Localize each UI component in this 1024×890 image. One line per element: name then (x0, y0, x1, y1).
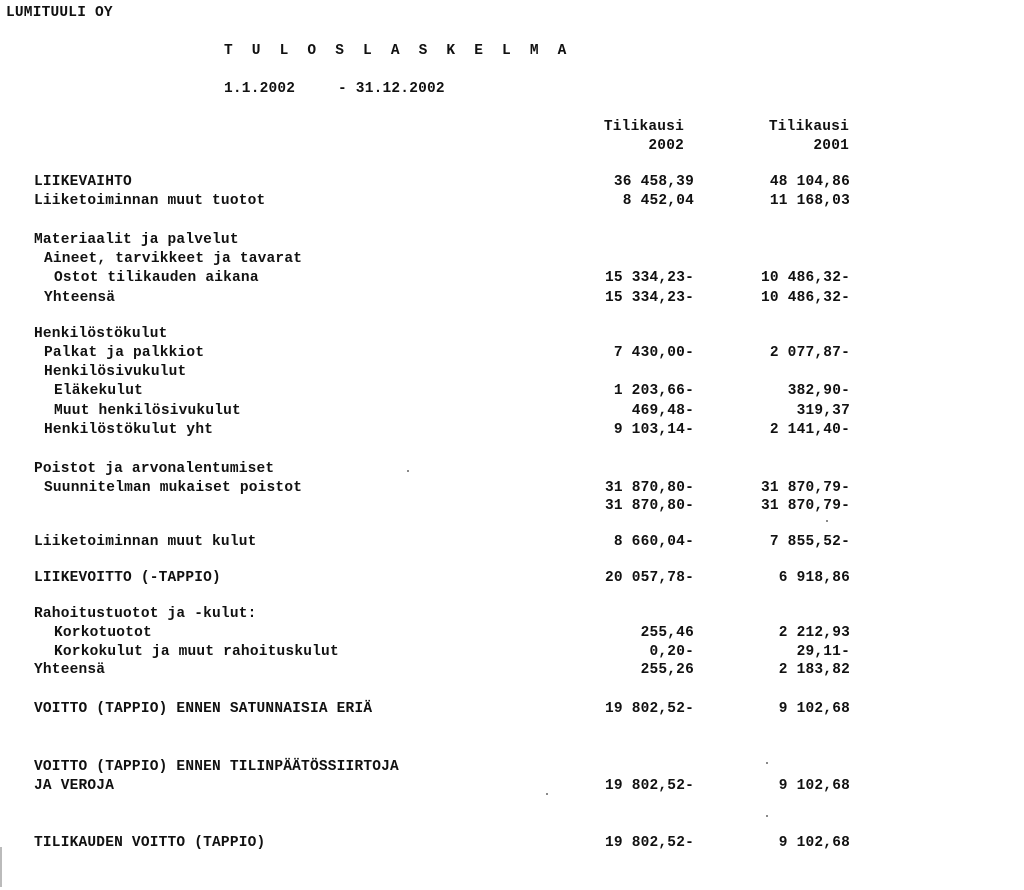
value-2001: 6 918,86 (778, 570, 850, 586)
column-header-2002-year: 2002 (648, 138, 684, 154)
value-2002: 31 870,80- (604, 498, 694, 514)
row-label: Muut henkilösivukulut (54, 403, 241, 419)
column-header-2001-year: 2001 (813, 138, 849, 154)
value-2001: 7 855,52- (769, 534, 850, 550)
row-label: Palkat ja palkkiot (44, 345, 205, 361)
value-2002: 9 103,14- (613, 422, 694, 438)
value-2002: 36 458,39 (613, 174, 694, 190)
value-2001: 9 102,68 (778, 778, 850, 794)
period-start: 1.1.2002 (224, 81, 296, 97)
row-label: Henkilösivukulut (44, 364, 187, 380)
row-label: Liiketoiminnan muut kulut (34, 534, 257, 550)
value-2001: 31 870,79- (760, 498, 850, 514)
value-2001: 48 104,86 (769, 174, 850, 190)
value-2001: 9 102,68 (778, 701, 850, 717)
column-header-2002-label: Tilikausi (603, 119, 684, 135)
row-label: VOITTO (TAPPIO) ENNEN TILINPÄÄTÖSSIIRTOJA (34, 759, 399, 775)
value-2001: 2 077,87- (769, 345, 850, 361)
value-2001: 29,11- (796, 644, 850, 660)
row-label: Yhteensä (44, 290, 116, 306)
value-2001: 382,90- (787, 383, 850, 399)
value-2001: 2 141,40- (769, 422, 850, 438)
row-label: Eläkekulut (54, 383, 144, 399)
row-label: Ostot tilikauden aikana (54, 270, 259, 286)
row-label: Henkilöstökulut (34, 326, 168, 342)
value-2001: 319,37 (796, 403, 850, 419)
company-name: LUMITUULI OY (6, 5, 113, 21)
value-2002: 15 334,23- (604, 290, 694, 306)
row-label: TILIKAUDEN VOITTO (TAPPIO) (34, 835, 266, 851)
value-2001: 10 486,32- (760, 290, 850, 306)
row-label: Korkotuotot (54, 625, 152, 641)
row-label: Korkokulut ja muut rahoituskulut (54, 644, 339, 660)
value-2002: 0,20- (649, 644, 694, 660)
row-label: Aineet, tarvikkeet ja tavarat (44, 251, 303, 267)
value-2001: 10 486,32- (760, 270, 850, 286)
period-end: - 31.12.2002 (338, 81, 445, 97)
row-label: Yhteensä (34, 662, 106, 678)
row-label: LIIKEVOITTO (-TAPPIO) (34, 570, 221, 586)
row-label: Rahoitustuotot ja -kulut: (34, 606, 257, 622)
value-2001: 2 183,82 (778, 662, 850, 678)
row-label: Poistot ja arvonalentumiset (34, 461, 275, 477)
row-label: VOITTO (TAPPIO) ENNEN SATUNNAISIA ERIÄ (34, 701, 373, 717)
value-2002: 31 870,80- (604, 480, 694, 496)
value-2002: 19 802,52- (604, 701, 694, 717)
row-label: Henkilöstökulut yht (44, 422, 214, 438)
row-label: Liiketoiminnan muut tuotot (34, 193, 266, 209)
document-title: T U L O S L A S K E L M A (224, 43, 572, 59)
row-label: LIIKEVAIHTO (34, 174, 132, 190)
value-2002: 19 802,52- (604, 835, 694, 851)
value-2002: 8 452,04 (622, 193, 694, 209)
value-2001: 11 168,03 (769, 193, 850, 209)
value-2002: 8 660,04- (613, 534, 694, 550)
column-header-2001-label: Tilikausi (768, 119, 849, 135)
value-2002: 255,46 (640, 625, 694, 641)
row-label: JA VEROJA (34, 778, 115, 794)
value-2002: 1 203,66- (613, 383, 694, 399)
value-2001: 31 870,79- (760, 480, 850, 496)
value-2002: 19 802,52- (604, 778, 694, 794)
value-2001: 2 212,93 (778, 625, 850, 641)
value-2001: 9 102,68 (778, 835, 850, 851)
row-label: Materiaalit ja palvelut (34, 232, 239, 248)
value-2002: 15 334,23- (604, 270, 694, 286)
row-label: Suunnitelman mukaiset poistot (44, 480, 303, 496)
value-2002: 20 057,78- (604, 570, 694, 586)
value-2002: 469,48- (631, 403, 694, 419)
value-2002: 255,26 (640, 662, 694, 678)
value-2002: 7 430,00- (613, 345, 694, 361)
